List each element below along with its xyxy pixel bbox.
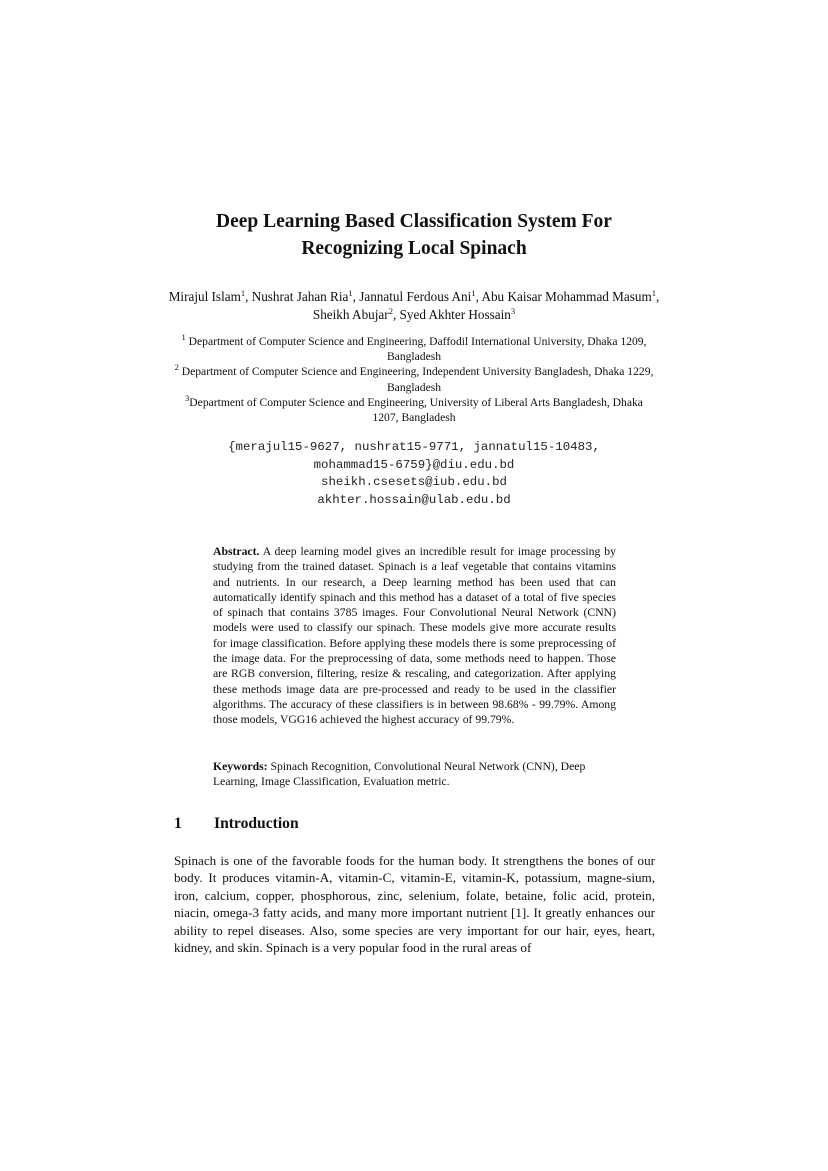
- abstract: [213, 544, 616, 728]
- affiliation-mark: 2: [174, 362, 179, 373]
- affiliation-mark: 1: [181, 332, 186, 342]
- author-name: Jannatul Ferdous Ani: [359, 289, 472, 304]
- keywords-label: Keywords:: [213, 760, 268, 773]
- author-affiliation-mark: 1: [471, 288, 476, 298]
- author-name: Syed Akhter Hossain: [399, 307, 511, 322]
- email-line: sheikh.csesets@iub.edu.bd: [321, 475, 507, 490]
- author-name: Sheikh Abujar: [312, 307, 389, 322]
- affiliation-mark: 3: [185, 392, 190, 403]
- intro-paragraph: Spinach is one of the favorable foods for the human body. It strengthens the bones of our body. It produces vitamin-A, vitamin-C, vitamin-E, vitamin-K, potassium, magne-sium, iron, calcium, copper, phosphorous, zinc, selenium, folate, betaine, folic acid, protein, niacin, omega-3 fatty acids, and many more important nutrient [1]. It greatly enhances our ability to repel diseases. Also, some species are very important for our hair, eyes, heart, kidney, and skin. Spinach is a very popular food in the rural areas of: [174, 853, 655, 956]
- title-line-1: Deep Learning Based Classification System For: [216, 211, 612, 232]
- author-name: Abu Kaisar Mohammad Masum: [481, 289, 652, 304]
- abstract-label: Abstract.: [213, 545, 260, 558]
- affiliation-text: Department of Computer Science and Engineering, Daffodil International University, Dhaka 1209, Bangladesh: [185, 335, 647, 364]
- section-number: 1: [174, 815, 182, 832]
- author-affiliation-mark: 1: [240, 288, 246, 298]
- author-affiliation-mark: 1: [348, 288, 353, 298]
- paper-title: [0, 208, 828, 262]
- email-line: akhter.hossain@ulab.edu.bd: [317, 492, 511, 507]
- affiliation-text: Department of Computer Science and Engineering, University of Liberal Arts Bangladesh, Dhaka 1207, Bangladesh: [189, 395, 643, 425]
- affiliation: [172, 334, 656, 364]
- keywords: [213, 759, 616, 790]
- affiliation: [172, 364, 656, 394]
- author-affiliation-mark: 2: [388, 306, 393, 316]
- affiliation: [172, 392, 656, 425]
- email-block: [150, 439, 678, 509]
- title-line-2: Recognizing Local Spinach: [301, 238, 527, 259]
- author-name: Mirajul Islam: [168, 289, 241, 304]
- email-line: mohammad15-6759}@diu.edu.bd: [313, 457, 515, 472]
- author-list: Mirajul Islam$^1$, Nushrat Jahan Ria$^1$, Jannatul Ferdous Ani$^1$, Abu Kaisar Mohammad Masum$^1$, Sheikh Abujar$^2$, Syed Akhter Hossain$^3$: [168, 288, 660, 322]
- section-heading: [174, 815, 299, 833]
- author-affiliation-mark: 3: [510, 306, 516, 316]
- author-name: Nushrat Jahan Ria: [251, 289, 349, 304]
- abstract-text: A deep learning model gives an incredible result for image processing by studying from the trained dataset. Spinach is a leaf vegetable that contains vitamins and nutrients. In our research, a Deep learning method has been used that can automatically identify spinach and this method has a dataset of a total of five species of spinach that contains 3785 images. Four Convolutional Neural Network (CNN) models were used to classify our spinach. These models give more accurate results for image classification. Before applying these models there is some preprocessing of the image data. For the preprocessing of data, some methods need to happen. Those are RGB conversion, filtering, resize & rescaling, and categorization. After applying these methods image data are pre-processed and ready to be used in the classifier algorithms. The accuracy of these classifiers is in between 98.68% - 99.79%. Among those models, VGG16 achieved the highest accuracy of 99.79%.: [213, 545, 616, 727]
- keywords-text: Spinach Recognition, Convolutional Neural Network (CNN), Deep Learning, Image Classification, Evaluation metric.: [213, 760, 586, 789]
- section-title: Introduction: [214, 815, 299, 832]
- author-affiliation-mark: 1: [651, 288, 656, 298]
- email-line: {merajul15-9627, nushrat15-9771, jannatul15-10483,: [228, 440, 600, 454]
- affiliation-text: Department of Computer Science and Engineering, Independent University Bangladesh, Dhaka 1229, Bangladesh: [178, 365, 654, 394]
- affiliation-list: [172, 334, 656, 425]
